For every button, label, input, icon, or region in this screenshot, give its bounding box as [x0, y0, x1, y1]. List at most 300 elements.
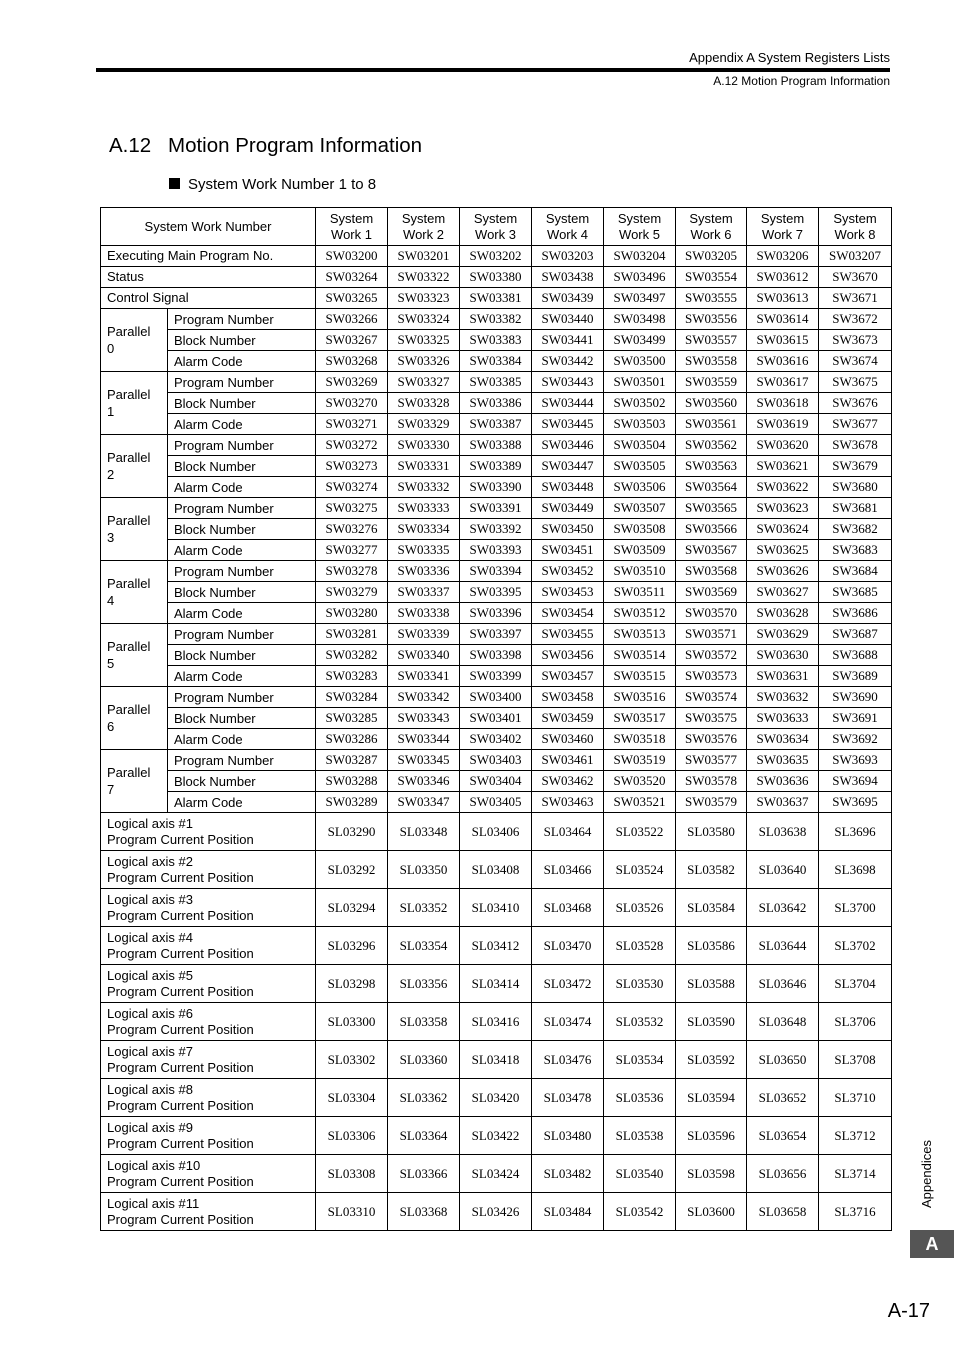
- column-header: [676, 208, 747, 246]
- register-cell: SL03310: [316, 1193, 388, 1231]
- running-header-appendix: Appendix A System Registers Lists: [689, 50, 890, 65]
- register-cell: SW03267: [316, 330, 388, 351]
- parallel-label-line: Parallel: [107, 450, 151, 465]
- parallel-label-line: 5: [107, 656, 115, 671]
- parallel-group-label: [101, 498, 168, 561]
- register-cell: SW03450: [532, 519, 604, 540]
- row-label: Status: [101, 267, 316, 288]
- axis-row-label: [101, 1079, 316, 1117]
- column-header: [604, 208, 676, 246]
- register-cell: SL03582: [676, 851, 747, 889]
- parallel-group-label: [101, 309, 168, 372]
- register-cell: SW03514: [604, 645, 676, 666]
- parallel-label-line: Parallel: [107, 387, 151, 402]
- register-cell: SL3716: [819, 1193, 892, 1231]
- register-cell: SW03442: [532, 351, 604, 372]
- register-cell: SW03518: [604, 729, 676, 750]
- column-header-line: Work 3: [475, 226, 516, 242]
- register-cell: SW03510: [604, 561, 676, 582]
- table-row: [101, 540, 892, 561]
- parallel-label-line: 3: [107, 530, 115, 545]
- row-sublabel: Program Number: [168, 561, 316, 582]
- register-cell: SW3690: [819, 687, 892, 708]
- register-cell: SL03658: [747, 1193, 819, 1231]
- table-row: [101, 1003, 892, 1041]
- register-cell: SW03283: [316, 666, 388, 687]
- row-sublabel: Alarm Code: [168, 666, 316, 687]
- parallel-group-label: [101, 624, 168, 687]
- table-row: [101, 456, 892, 477]
- parallel-group-label: [101, 561, 168, 624]
- register-cell: SW3681: [819, 498, 892, 519]
- register-cell: SL03290: [316, 813, 388, 851]
- register-cell: SW03386: [460, 393, 532, 414]
- register-cell: SW03555: [676, 288, 747, 309]
- row-sublabel: Block Number: [168, 519, 316, 540]
- register-cell: SL03482: [532, 1155, 604, 1193]
- register-cell: SW3670: [819, 267, 892, 288]
- register-cell: SW03396: [460, 603, 532, 624]
- row-sublabel: Program Number: [168, 750, 316, 771]
- register-cell: SL03414: [460, 965, 532, 1003]
- column-header-line: Work 8: [834, 226, 876, 242]
- register-cell: SW03616: [747, 351, 819, 372]
- register-cell: SL03364: [388, 1117, 460, 1155]
- axis-row-label: [101, 965, 316, 1003]
- axis-row-label: [101, 851, 316, 889]
- page-number: A-17: [887, 1300, 930, 1322]
- section-number: A.12: [109, 134, 152, 157]
- register-cell: SW03452: [532, 561, 604, 582]
- table-row: [101, 372, 892, 393]
- register-cell: SW3685: [819, 582, 892, 603]
- column-header-line: System: [545, 210, 590, 226]
- axis-label-line: Logical axis #11: [107, 1195, 200, 1211]
- register-cell: SW03384: [460, 351, 532, 372]
- register-cell: SW03206: [747, 246, 819, 267]
- register-cell: SL03408: [460, 851, 532, 889]
- register-cell: SW03341: [388, 666, 460, 687]
- register-cell: SW03330: [388, 435, 460, 456]
- register-cell: SL03478: [532, 1079, 604, 1117]
- register-cell: SL03362: [388, 1079, 460, 1117]
- register-cell: SW03631: [747, 666, 819, 687]
- axis-label-line: Logical axis #6: [107, 1005, 193, 1021]
- row-sublabel: Block Number: [168, 393, 316, 414]
- register-cell: SW03281: [316, 624, 388, 645]
- register-cell: SW3673: [819, 330, 892, 351]
- register-cell: SW03346: [388, 771, 460, 792]
- register-cell: SL03526: [604, 889, 676, 927]
- parallel-label-line: 1: [107, 404, 115, 419]
- register-cell: SW3679: [819, 456, 892, 477]
- register-cell: SW03385: [460, 372, 532, 393]
- table-row: [101, 645, 892, 666]
- register-cell: SW03626: [747, 561, 819, 582]
- register-cell: SW03618: [747, 393, 819, 414]
- register-cell: SW03461: [532, 750, 604, 771]
- register-cell: SW03516: [604, 687, 676, 708]
- register-cell: SW03624: [747, 519, 819, 540]
- column-header: [819, 208, 892, 246]
- register-cell: SL03652: [747, 1079, 819, 1117]
- column-header-line: System: [689, 210, 733, 226]
- register-cell: SL03644: [747, 927, 819, 965]
- register-cell: SW03277: [316, 540, 388, 561]
- register-cell: SW03635: [747, 750, 819, 771]
- row-sublabel: Alarm Code: [168, 477, 316, 498]
- register-cell: SW03395: [460, 582, 532, 603]
- axis-label-line: Program Current Position: [107, 945, 254, 961]
- axis-row-label: [101, 1041, 316, 1079]
- row-label: Control Signal: [101, 288, 316, 309]
- register-cell: SW03322: [388, 267, 460, 288]
- axis-row-label: [101, 1003, 316, 1041]
- axis-label-line: Program Current Position: [107, 907, 254, 923]
- register-cell: SW03515: [604, 666, 676, 687]
- axis-row-label: [101, 927, 316, 965]
- register-cell: SW03457: [532, 666, 604, 687]
- register-cell: SW03619: [747, 414, 819, 435]
- register-cell: SW03279: [316, 582, 388, 603]
- register-cell: SW03572: [676, 645, 747, 666]
- register-cell: SW03459: [532, 708, 604, 729]
- register-cell: SW03622: [747, 477, 819, 498]
- axis-label-line: Program Current Position: [107, 1021, 254, 1037]
- register-cell: SW03389: [460, 456, 532, 477]
- row-sublabel: Block Number: [168, 456, 316, 477]
- register-cell: SW03393: [460, 540, 532, 561]
- register-cell: SW3671: [819, 288, 892, 309]
- row-sublabel: Alarm Code: [168, 792, 316, 813]
- register-cell: SL03350: [388, 851, 460, 889]
- register-cell: SW03207: [819, 246, 892, 267]
- register-cell: SL03646: [747, 965, 819, 1003]
- register-cell: SL03366: [388, 1155, 460, 1193]
- register-cell: SW03388: [460, 435, 532, 456]
- register-cell: SW03462: [532, 771, 604, 792]
- column-header: [532, 208, 604, 246]
- register-cell: SW03398: [460, 645, 532, 666]
- register-cell: SW03383: [460, 330, 532, 351]
- register-cell: SW03637: [747, 792, 819, 813]
- register-cell: SW03323: [388, 288, 460, 309]
- register-cell: SW03331: [388, 456, 460, 477]
- register-cell: SW03496: [604, 267, 676, 288]
- register-cell: SW03347: [388, 792, 460, 813]
- register-cell: SW03623: [747, 498, 819, 519]
- register-cell: SW03284: [316, 687, 388, 708]
- register-cell: SL03292: [316, 851, 388, 889]
- register-cell: SW03344: [388, 729, 460, 750]
- table-row: [101, 851, 892, 889]
- register-cell: SW03632: [747, 687, 819, 708]
- register-cell: SL3714: [819, 1155, 892, 1193]
- register-cell: SW03570: [676, 603, 747, 624]
- table-row: [101, 1079, 892, 1117]
- register-cell: SW03382: [460, 309, 532, 330]
- table-row: [101, 246, 892, 267]
- register-cell: SW03504: [604, 435, 676, 456]
- row-sublabel: Block Number: [168, 582, 316, 603]
- register-cell: SW03404: [460, 771, 532, 792]
- register-cell: SW03502: [604, 393, 676, 414]
- register-cell: SW03448: [532, 477, 604, 498]
- register-cell: SW03399: [460, 666, 532, 687]
- column-header-line: Work 1: [331, 226, 372, 242]
- register-cell: SL03656: [747, 1155, 819, 1193]
- column-header-line: System: [760, 210, 805, 226]
- register-cell: SW03564: [676, 477, 747, 498]
- row-sublabel: Program Number: [168, 687, 316, 708]
- register-cell: SL03294: [316, 889, 388, 927]
- register-cell: SL03426: [460, 1193, 532, 1231]
- row-sublabel: Block Number: [168, 645, 316, 666]
- register-cell: SW03506: [604, 477, 676, 498]
- axis-label-line: Logical axis #1: [107, 815, 193, 831]
- register-cell: SW03343: [388, 708, 460, 729]
- register-cell: SW03629: [747, 624, 819, 645]
- register-cell: SW03338: [388, 603, 460, 624]
- table-row: [101, 666, 892, 687]
- register-cell: SL03354: [388, 927, 460, 965]
- register-cell: SL03580: [676, 813, 747, 851]
- row-sublabel: Alarm Code: [168, 729, 316, 750]
- register-cell: SW03559: [676, 372, 747, 393]
- register-cell: SW03520: [604, 771, 676, 792]
- register-cell: SW03497: [604, 288, 676, 309]
- register-cell: SW03289: [316, 792, 388, 813]
- register-cell: SW03628: [747, 603, 819, 624]
- register-cell: SL03524: [604, 851, 676, 889]
- register-cell: SL03418: [460, 1041, 532, 1079]
- register-cell: SW03633: [747, 708, 819, 729]
- register-cell: SL03406: [460, 813, 532, 851]
- register-cell: SW03621: [747, 456, 819, 477]
- axis-label-line: Program Current Position: [107, 1211, 254, 1227]
- register-cell: SL03304: [316, 1079, 388, 1117]
- register-cell: SL3710: [819, 1079, 892, 1117]
- register-cell: SL03642: [747, 889, 819, 927]
- register-cell: SL03296: [316, 927, 388, 965]
- axis-label-line: Logical axis #9: [107, 1119, 193, 1135]
- register-cell: SW03508: [604, 519, 676, 540]
- table-row: [101, 927, 892, 965]
- register-cell: SL03416: [460, 1003, 532, 1041]
- parallel-label-line: Parallel: [107, 324, 151, 339]
- register-cell: SL03588: [676, 965, 747, 1003]
- parallel-label-line: Parallel: [107, 513, 151, 528]
- register-cell: SW03499: [604, 330, 676, 351]
- register-cell: SW03563: [676, 456, 747, 477]
- table-row: [101, 498, 892, 519]
- register-cell: SW03270: [316, 393, 388, 414]
- register-cell: SW03201: [388, 246, 460, 267]
- register-cell: SW03336: [388, 561, 460, 582]
- register-cell: SW03620: [747, 435, 819, 456]
- register-cell: SW03612: [747, 267, 819, 288]
- register-cell: SW03627: [747, 582, 819, 603]
- axis-label-line: Program Current Position: [107, 1097, 254, 1113]
- register-cell: SL03484: [532, 1193, 604, 1231]
- axis-row-label: [101, 1193, 316, 1231]
- table-row: [101, 813, 892, 851]
- register-cell: SW03440: [532, 309, 604, 330]
- register-cell: SW03503: [604, 414, 676, 435]
- register-cell: SW03498: [604, 309, 676, 330]
- register-cell: SL03474: [532, 1003, 604, 1041]
- register-cell: SW3686: [819, 603, 892, 624]
- register-cell: SW03614: [747, 309, 819, 330]
- table-row: [101, 750, 892, 771]
- register-cell: SW3695: [819, 792, 892, 813]
- register-cell: SW03264: [316, 267, 388, 288]
- register-cell: SL03534: [604, 1041, 676, 1079]
- register-cell: SW03500: [604, 351, 676, 372]
- register-cell: SW03276: [316, 519, 388, 540]
- register-cell: SW03617: [747, 372, 819, 393]
- header-row: [101, 208, 892, 246]
- register-cell: SW3677: [819, 414, 892, 435]
- parallel-label-line: 0: [107, 341, 115, 356]
- register-cell: SL3704: [819, 965, 892, 1003]
- register-cell: SW03562: [676, 435, 747, 456]
- register-cell: SW03443: [532, 372, 604, 393]
- register-cell: SW03447: [532, 456, 604, 477]
- register-cell: SL03298: [316, 965, 388, 1003]
- header-corner: System Work Number: [101, 208, 316, 246]
- column-header: [388, 208, 460, 246]
- register-cell: SL03598: [676, 1155, 747, 1193]
- section-title: [109, 134, 422, 158]
- register-cell: SW03337: [388, 582, 460, 603]
- square-bullet-icon: [169, 178, 180, 189]
- axis-row-label: [101, 1155, 316, 1193]
- column-header-line: System: [329, 210, 374, 226]
- table-row: [101, 889, 892, 927]
- register-cell: SW03397: [460, 624, 532, 645]
- register-cell: SW03401: [460, 708, 532, 729]
- register-cell: SW03329: [388, 414, 460, 435]
- axis-label-line: Program Current Position: [107, 869, 254, 885]
- register-cell: SW03381: [460, 288, 532, 309]
- row-sublabel: Block Number: [168, 708, 316, 729]
- register-cell: SW03578: [676, 771, 747, 792]
- register-cell: SW3694: [819, 771, 892, 792]
- register-cell: SW3676: [819, 393, 892, 414]
- register-cell: SW03554: [676, 267, 747, 288]
- column-header: [460, 208, 532, 246]
- register-cell: SW03403: [460, 750, 532, 771]
- register-cell: SW03456: [532, 645, 604, 666]
- parallel-group-label: [101, 435, 168, 498]
- register-cell: SL03638: [747, 813, 819, 851]
- register-cell: SW03342: [388, 687, 460, 708]
- subsection-heading: [169, 176, 376, 193]
- register-cell: SW03444: [532, 393, 604, 414]
- parallel-label-line: 2: [107, 467, 115, 482]
- register-cell: SW03579: [676, 792, 747, 813]
- register-cell: SW03328: [388, 393, 460, 414]
- table-row: [101, 288, 892, 309]
- register-cell: SW03287: [316, 750, 388, 771]
- register-cell: SW03613: [747, 288, 819, 309]
- register-cell: SW03501: [604, 372, 676, 393]
- register-cell: SW03288: [316, 771, 388, 792]
- register-cell: SL3712: [819, 1117, 892, 1155]
- register-cell: SW03400: [460, 687, 532, 708]
- register-cell: SW03519: [604, 750, 676, 771]
- parallel-label-line: Parallel: [107, 765, 151, 780]
- register-cell: SW03451: [532, 540, 604, 561]
- parallel-label-line: Parallel: [107, 639, 151, 654]
- axis-row-label: [101, 889, 316, 927]
- register-cell: SL03300: [316, 1003, 388, 1041]
- register-cell: SL03302: [316, 1041, 388, 1079]
- register-cell: SW03205: [676, 246, 747, 267]
- subsection-text: System Work Number 1 to 8: [188, 176, 377, 193]
- table-row: [101, 708, 892, 729]
- axis-label-line: Program Current Position: [107, 1135, 254, 1151]
- side-tab-letter: A: [910, 1230, 954, 1258]
- register-cell: SW03332: [388, 477, 460, 498]
- row-sublabel: Alarm Code: [168, 540, 316, 561]
- register-cell: SW3689: [819, 666, 892, 687]
- register-cell: SW03573: [676, 666, 747, 687]
- table-row: [101, 792, 892, 813]
- register-cell: SW03630: [747, 645, 819, 666]
- row-sublabel: Alarm Code: [168, 603, 316, 624]
- column-header: [316, 208, 388, 246]
- register-cell: SL03522: [604, 813, 676, 851]
- table-row: [101, 603, 892, 624]
- register-cell: SW03394: [460, 561, 532, 582]
- register-cell: SW03574: [676, 687, 747, 708]
- register-cell: SW3680: [819, 477, 892, 498]
- register-cell: SW3675: [819, 372, 892, 393]
- axis-label-line: Logical axis #10: [107, 1157, 201, 1173]
- register-cell: SW03558: [676, 351, 747, 372]
- register-cell: SL03532: [604, 1003, 676, 1041]
- register-cell: SW03517: [604, 708, 676, 729]
- row-sublabel: Block Number: [168, 330, 316, 351]
- axis-label-line: Logical axis #2: [107, 853, 193, 869]
- table-row: [101, 414, 892, 435]
- register-cell: SW03327: [388, 372, 460, 393]
- register-cell: SW03266: [316, 309, 388, 330]
- register-cell: SW03274: [316, 477, 388, 498]
- register-cell: SW03280: [316, 603, 388, 624]
- register-cell: SL03410: [460, 889, 532, 927]
- register-cell: SW03392: [460, 519, 532, 540]
- register-cell: SW03203: [532, 246, 604, 267]
- register-cell: SW3691: [819, 708, 892, 729]
- row-sublabel: Block Number: [168, 771, 316, 792]
- column-header-line: Work 6: [690, 226, 732, 242]
- table-row: [101, 393, 892, 414]
- axis-label-line: Logical axis #7: [107, 1043, 193, 1059]
- register-cell: SL03360: [388, 1041, 460, 1079]
- register-cell: SW03521: [604, 792, 676, 813]
- parallel-group-label: [101, 372, 168, 435]
- register-cell: SL03542: [604, 1193, 676, 1231]
- axis-row-label: [101, 813, 316, 851]
- register-cell: SW03333: [388, 498, 460, 519]
- table-row: [101, 519, 892, 540]
- register-cell: SW03278: [316, 561, 388, 582]
- register-cell: SW03453: [532, 582, 604, 603]
- register-cell: SL03306: [316, 1117, 388, 1155]
